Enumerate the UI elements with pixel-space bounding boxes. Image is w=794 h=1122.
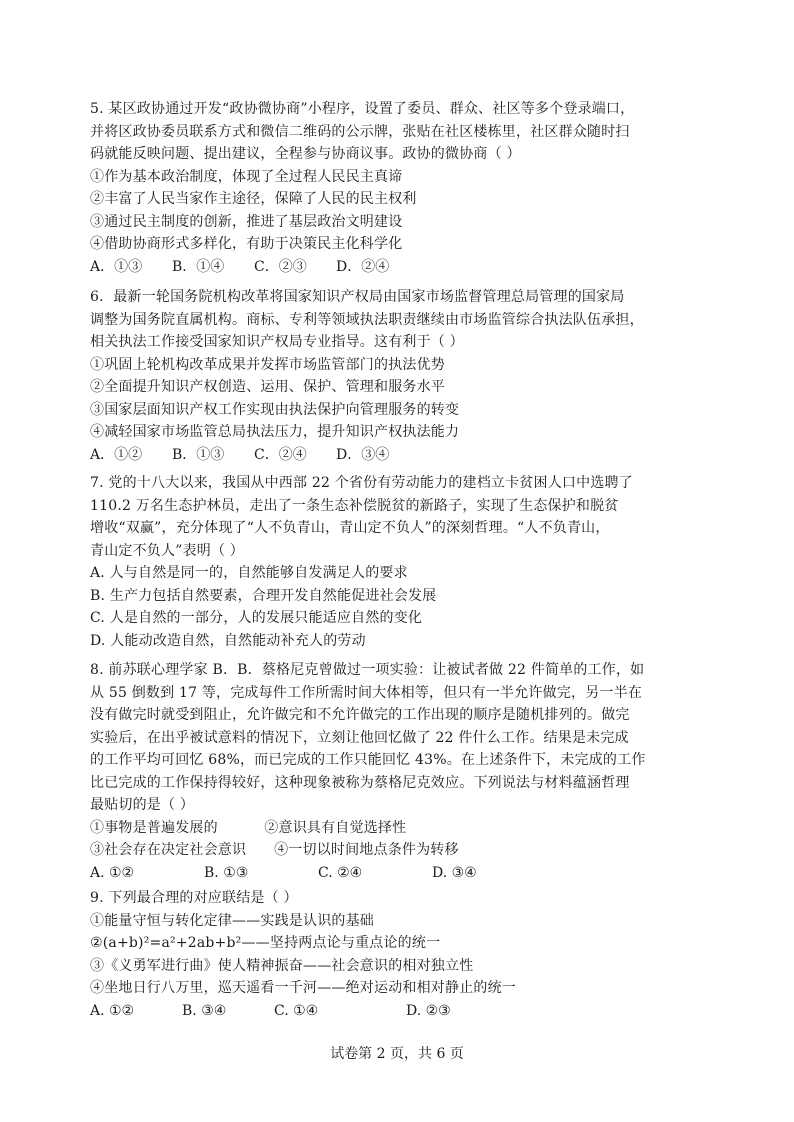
statement-4: ④坐地日行八万里，巡天遥看一千河——绝对运动和相对静止的统一 (90, 980, 516, 996)
option-d: D. 人能动改造自然，自然能动补充人的劳动 (90, 632, 366, 649)
statement-4: ④借助协商形式多样化，有助于决策民主化科学化 (90, 236, 403, 252)
question-line: 5. 某区政协通过开发“政协微协商”小程序，设置了委员、群众、社区等多个登录端口， (90, 101, 635, 117)
option-d: D．③④ (336, 446, 390, 463)
question-line: 实验后，在出乎被试意料的情况下，立刻让他回忆做了 22 件什么工作。结果是未完成 (90, 729, 629, 746)
answer-options (90, 1000, 710, 1023)
question-line: 最贴切的是（ ） (90, 797, 195, 813)
option-c: C. ②④ (318, 864, 363, 881)
option-a: A．①② (90, 446, 143, 463)
statements-1-2: ①事物是普遍发展的 ②意识具有自觉选择性 (90, 819, 407, 836)
question-line: 没有做完时就受到阻止，允许做完和不允许做完的工作出现的顺序是随机排列的。做完 (90, 707, 630, 723)
option-a: A．①③ (90, 258, 143, 275)
question-8 (90, 659, 710, 884)
option-d: D．②④ (336, 258, 390, 275)
page-footer: 试卷第 2 页，共 6 页 (330, 1046, 464, 1062)
option-c: C. 人是自然的一部分，人的发展只能适应自然的变化 (90, 610, 423, 626)
statement-4: ④减轻国家市场监管总局执法压力，提升知识产权执法能力 (90, 424, 460, 440)
option-b: B．①④ (172, 258, 225, 275)
statement-1: ①作为基本政治制度，体现了全过程人民民主真谛 (90, 168, 403, 185)
question-line: 比已完成的工作保持得较好，这种现象被称为蔡格尼克效应。下列说法与材料蕴涵哲理 (90, 774, 630, 791)
option-d: D. ③④ (432, 864, 477, 881)
answer-options (90, 256, 710, 279)
question-line: 相关执法工作接受国家知识产权局专业指导。这有利于（ ） (90, 334, 464, 350)
question-line: 从 55 倒数到 17 等，完成每件工作所需时间大体相等，但只有一半允许做完，另一半在 (90, 684, 643, 701)
statement-1: ①巩固上轮机构改革成果并发挥市场监管部门的执法优势 (90, 356, 445, 373)
option-b: B. 生产力包括自然要素，合理开发自然能促进社会发展 (90, 587, 437, 604)
question-7 (90, 472, 710, 652)
option-a: A. ①② (90, 1002, 135, 1019)
statement-3: ③《义勇军进行曲》使人精神振奋——社会意识的相对独立性 (90, 957, 474, 974)
question-line: 7. 党的十八大以来，我国从中西部 22 个省份有劳动能力的建档立卡贫困人口中选聘了 (90, 475, 633, 491)
statement-3: ③国家层面知识产权工作实现由执法保护向管理服务的转变 (90, 401, 460, 418)
question-line: 并将区政协委员联系方式和微信二维码的公示牌，张贴在社区楼栋里，社区群众随时扫 (90, 123, 630, 140)
question-line: 9. 下列最合理的对应联结是（ ） (90, 890, 298, 906)
option-d: D. ②③ (406, 1002, 451, 1019)
question-line: 码就能反映问题、提出建议，全程参与协商议事。政协的微协商（ ） (90, 146, 521, 162)
option-c: C. ①④ (274, 1002, 319, 1019)
option-b: B. ①③ (204, 864, 249, 881)
option-a: A. 人与自然是同一的，自然能够自发满足人的要求 (90, 565, 408, 581)
statement-1: ①能量守恒与转化定律——实践是认识的基础 (90, 912, 374, 929)
question-line: 8. 前苏联心理学家 B．B．蔡格尼克曾做过一项实验：让被试者做 22 件简单的工作，如 (90, 662, 645, 678)
answer-options (90, 444, 710, 467)
question-line: 6．最新一轮国务院机构改革将国家知识产权局由国家市场监督管理总局管理的国家局 (90, 289, 625, 305)
statement-2: ②(a+b)²=a²+2ab+b²——坚持两点论与重点论的统一 (90, 935, 441, 951)
question-line: 调整为国务院直属机构。商标、专利等领域执法职责继续由市场监管综合执法队伍承担， (90, 311, 644, 328)
question-9 (90, 887, 710, 1022)
statements-3-4: ③社会存在决定社会意识 ④一切以时间地点条件为转移 (90, 842, 459, 858)
option-b: B．①③ (172, 446, 225, 463)
statement-2: ②全面提升知识产权创造、运用、保护、管理和服务水平 (90, 379, 445, 395)
option-b: B. ③④ (182, 1002, 227, 1019)
question-line: 青山定不负人”表明（ ） (90, 542, 245, 559)
answer-options (90, 862, 710, 885)
statement-2: ②丰富了人民当家作主途径，保障了人民的民主权利 (90, 191, 417, 207)
question-line: 110.2 万名生态护林员，走出了一条生态补偿脱贫的新路子，实现了生态保护和脱贫 (90, 497, 619, 514)
statement-3: ③通过民主制度的创新，推进了基层政治文明建设 (90, 213, 403, 230)
question-line: 的工作平均可回忆 68%，而已完成的工作只能回忆 43%。在上述条件下，未完成的工作 (90, 752, 646, 768)
option-c: C．②③ (254, 258, 307, 275)
option-a: A. ①② (90, 864, 135, 881)
question-5 (90, 98, 710, 278)
option-c: C．②④ (254, 446, 307, 463)
question-6 (90, 286, 710, 466)
question-line: 增收“双赢”，充分体现了“人不负青山，青山定不负人”的深刻哲理。“人不负青山， (90, 520, 610, 536)
